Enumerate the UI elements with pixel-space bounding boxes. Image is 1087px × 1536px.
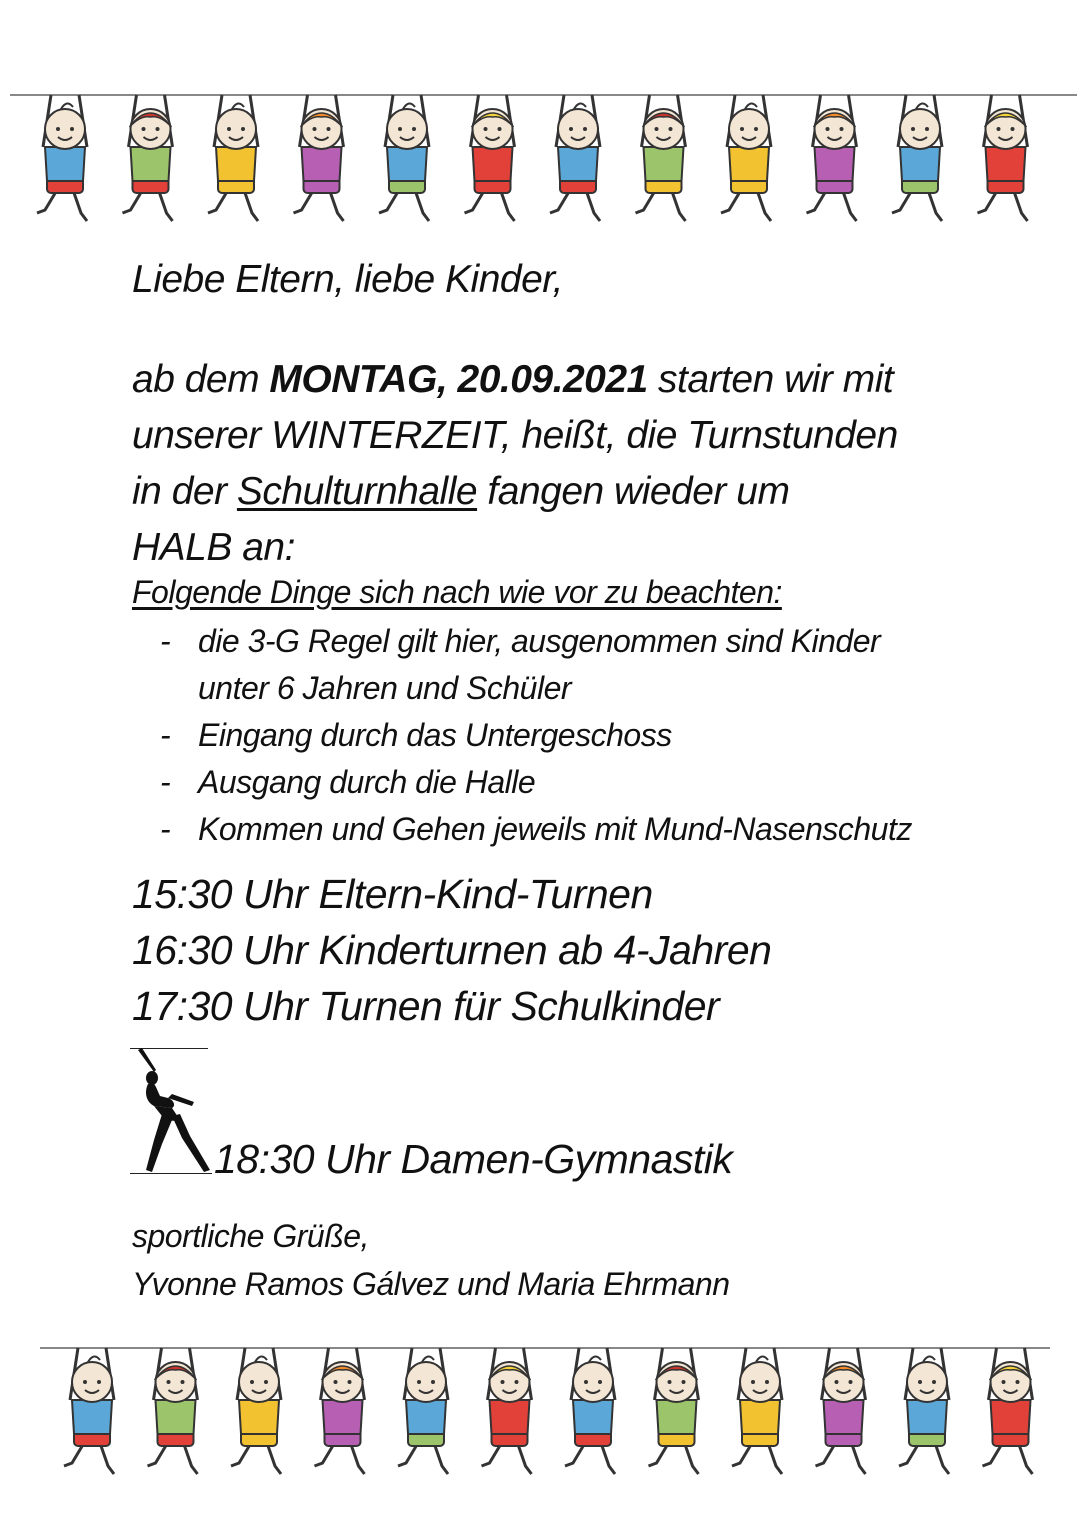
child-figure [123, 95, 173, 221]
gymnast-silhouette-icon [132, 1048, 212, 1176]
rule-text-continued: unter 6 Jahren und Schüler [198, 670, 572, 706]
rule-text: - Ausgang durch die Halle [198, 764, 536, 800]
rule-text: - die 3-G Regel gilt hier, ausgenommen sind Kinder [198, 623, 881, 659]
kids-garland-top [0, 85, 1087, 235]
child-figure [565, 1348, 615, 1474]
signoff [132, 1212, 730, 1308]
child-figure [64, 1348, 114, 1474]
rule-item [160, 806, 912, 853]
child-figure [807, 95, 857, 221]
greeting: Liebe Eltern, liebe Kinder, [132, 258, 563, 301]
child-figure [398, 1348, 448, 1474]
intro-line-1 [132, 352, 898, 408]
date-highlight: MONTAG, 20.09.2021 [269, 358, 648, 401]
intro-paragraph [132, 352, 898, 576]
rules-list [160, 618, 912, 853]
child-figure [816, 1348, 866, 1474]
child-figure [379, 95, 429, 221]
rule-text: - Eingang durch das Untergeschoss [198, 717, 672, 753]
intro-line-3-pre: in der [132, 470, 237, 513]
child-figure [732, 1348, 782, 1474]
child-figure [721, 95, 771, 221]
schedule-item: 17:30 Uhr Turnen für Schulkinder [132, 983, 720, 1029]
intro-line-3 [132, 464, 898, 520]
child-figure [148, 1348, 198, 1474]
child-figure [231, 1348, 281, 1474]
signoff-names: Yvonne Ramos Gálvez und Maria Ehrmann [132, 1266, 730, 1302]
intro-line-2: unserer WINTERZEIT, heißt, die Turnstunden [132, 414, 898, 457]
child-figure [37, 95, 87, 221]
child-figure [983, 1348, 1033, 1474]
schedule-list [132, 866, 771, 1034]
rule-item [160, 618, 912, 712]
child-figure [482, 1348, 532, 1474]
schedule-item: 15:30 Uhr Eltern-Kind-Turnen [132, 871, 653, 917]
child-figure [892, 95, 942, 221]
notice-heading: Folgende Dinge sich nach wie vor zu beachten: [132, 574, 782, 610]
child-figure [649, 1348, 699, 1474]
intro-line-3-post: fangen wieder um [477, 470, 790, 513]
gymnast-frame-bottom [130, 1173, 212, 1174]
child-figure [465, 95, 515, 221]
intro-line-1-post: starten wir mit [647, 358, 894, 401]
child-figure [899, 1348, 949, 1474]
kids-garland-bottom [0, 1338, 1087, 1488]
child-figure [208, 95, 258, 221]
child-figure [550, 95, 600, 221]
child-figure [315, 1348, 365, 1474]
schedule-item: 16:30 Uhr Kinderturnen ab 4-Jahren [132, 927, 772, 973]
rule-item [160, 712, 912, 759]
intro-line-4: HALB an: [132, 526, 295, 569]
intro-line-1-pre: ab dem [132, 358, 270, 401]
rule-item [160, 759, 912, 806]
child-figure [294, 95, 344, 221]
rule-text: - Kommen und Gehen jeweils mit Mund-Nasenschutz [198, 811, 912, 847]
location-highlight: Schulturnhalle [236, 470, 478, 513]
child-figure [978, 95, 1028, 221]
signoff-greeting: sportliche Grüße, [132, 1218, 369, 1254]
damen-gymnastik: 18:30 Uhr Damen-Gymnastik [214, 1136, 733, 1182]
child-figure [636, 95, 686, 221]
